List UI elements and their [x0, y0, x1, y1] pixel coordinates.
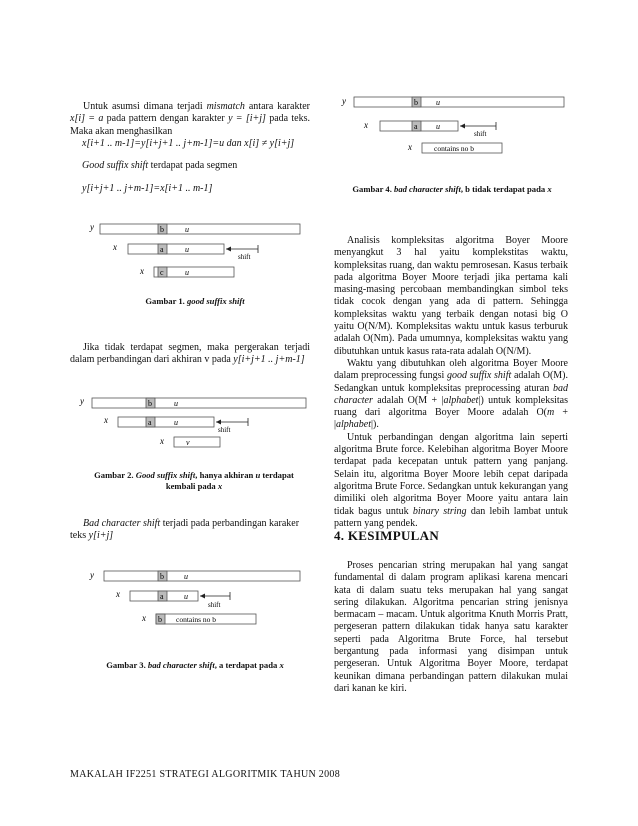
para-bad-character: Bad character shift terjadi pada perbandingan karaker teks y[i+j] — [70, 518, 300, 542]
para-preprocessing: Waktu yang dibutuhkan oleh algoritma Boyer Moore dalam preprocessing fungsi good suffix shift adalah O(M). Sedangkan untuk kompleksitas preprocessing aturan bad character adalah O(M + |alphabet|) untuk kompleksitas ruang dari algoritma Boyer Moore adalah O(m + |alphabet|). — [334, 357, 569, 431]
figure-1-diagram — [80, 218, 310, 282]
svg-text:u: u — [185, 245, 189, 254]
svg-text:u: u — [174, 418, 178, 427]
svg-text:b: b — [414, 98, 418, 107]
svg-text:x: x — [160, 436, 164, 446]
section-complexity — [334, 235, 568, 530]
svg-text:u: u — [184, 592, 188, 601]
figure-2-diagram — [74, 392, 310, 454]
svg-text:shift: shift — [218, 426, 231, 434]
svg-text:b: b — [160, 572, 164, 581]
svg-text:x: x — [140, 266, 144, 276]
svg-text:x: x — [408, 142, 412, 152]
caption-figure-1: Gambar 1. good suffix shift — [145, 296, 245, 306]
section-heading-kesimpulan: 4. KESIMPULAN — [334, 528, 440, 543]
svg-text:shift: shift — [474, 130, 487, 138]
svg-text:y: y — [90, 222, 94, 232]
svg-text:contains no b: contains no b — [434, 144, 474, 153]
svg-text:y: y — [90, 570, 94, 580]
svg-text:b: b — [148, 399, 152, 408]
svg-text:y: y — [80, 396, 84, 406]
svg-text:x: x — [116, 589, 120, 599]
svg-text:u: u — [436, 98, 440, 107]
svg-text:x: x — [113, 242, 117, 252]
svg-text:shift: shift — [238, 253, 251, 261]
svg-text:b: b — [160, 225, 164, 234]
svg-text:u: u — [184, 572, 188, 581]
para-complexity-analysis: Analisis kompleksitas algoritma Boyer Moore menyangkut 3 hal yaitu komplekstitas waktu, kompleksitas ruang, dan waktu pemrosesan. Kasus terbaik pada algoritma Boyer Moore terjadi jika pertama kali masing-masing percobaan membandingkan simbol teks tidak cocok dengan yang ada di pattern. Sehingga kompleksitas waktu yang terbaik dengan notasi big O yaitu O(N/M). Kompleksitas waktu untuk kasus terburuk adalah O(Nm). Pada umumnya, kompleksitas waktu yang dibutuhkan untuk kasus rata-rata adalah O(N/M). — [334, 235, 568, 357]
figure-4-diagram — [334, 92, 570, 154]
svg-text:shift: shift — [208, 601, 221, 609]
svg-text:u: u — [174, 399, 178, 408]
svg-text:u: u — [185, 225, 189, 234]
svg-text:u: u — [185, 268, 189, 277]
equation-suffix-match: x[i+1 .. m-1]=y[i+j+1 .. j+m-1]=u dan x[i] ≠ y[i+j] — [82, 138, 295, 149]
svg-text:u: u — [436, 122, 440, 131]
para-comparison: Untuk perbandingan dengan algoritma lain seperti algoritma Brute force. Kelebihan algoritma Boyer Moore terdapat pada kecepatan untuk pattern yang panjang. Selain itu, algoritma Boyer Moore lebih cepat daripada algoritma Brute Force. Sedangkan untuk kekurangan yang dimiliki oleh algoritma Boyer Moore yaitu antara lain tidak bagus untuk binary string dan lebih lambat untuk pattern yang pendek. — [334, 431, 568, 529]
caption-figure-3: Gambar 3. bad character shift, a terdapat pada x — [106, 660, 284, 670]
para-good-suffix: Good suffix shift terdapat pada segmen — [82, 160, 238, 171]
page-footer: MAKALAH IF2251 STRATEGI ALGORITMIK TAHUN 2008 — [70, 769, 341, 780]
svg-text:contains no b: contains no b — [176, 615, 216, 624]
svg-text:y: y — [342, 96, 346, 106]
para-no-segment: Jika tidak terdapat segmen, maka pergerakan terjadi dalam perbandingan dari akhiran v pada y[i+j+1 .. j+m-1] — [70, 342, 310, 366]
caption-figure-4: Gambar 4. bad character shift, b tidak terdapat pada x — [352, 184, 552, 194]
svg-text:x: x — [364, 120, 368, 130]
para-mismatch: Untuk asumsi dimana terjadi mismatch antara karakter x[i] = a pada pattern dengan karakter y = [i+j] pada teks. Maka akan menghasilkan — [70, 101, 311, 137]
svg-text:a: a — [160, 592, 164, 601]
caption-figure-2: Gambar 2. Good suffix shift, hanya akhiran u terdapat kembali pada x — [94, 470, 294, 491]
svg-text:c: c — [160, 268, 164, 277]
svg-text:a: a — [414, 122, 418, 131]
svg-text:a: a — [160, 245, 164, 254]
svg-text:x: x — [142, 613, 146, 623]
svg-text:b: b — [158, 615, 162, 624]
figure-3-diagram — [80, 566, 310, 628]
svg-text:v: v — [186, 438, 190, 447]
equation-segment: y[i+j+1 .. j+m-1]=x[i+1 .. m-1] — [82, 183, 213, 194]
svg-text:a: a — [148, 418, 152, 427]
para-kesimpulan: Proses pencarian string merupakan hal yang sangat fundamental di dalam program aplikasi karena mencari kata di dalam suatu teks merupakan hal yang sangat sering dilakukan. Algoritma pencarian string jenisnya bermacam – macam. Untuk algoritma Knuth Morris Pratt, pergeseran pattern dilakukan tidak hanya satu karakter seperti pada Algoritma Brute Force, hal tersebut bergantung pada informasi yang disimpan untuk pergeseran. Untuk Algoritma Boyer Moore, terdapat keunikan dimana perbandingan pattern dilakukan mulai dari kanan ke kiri. — [334, 560, 568, 694]
svg-text:x: x — [104, 415, 108, 425]
